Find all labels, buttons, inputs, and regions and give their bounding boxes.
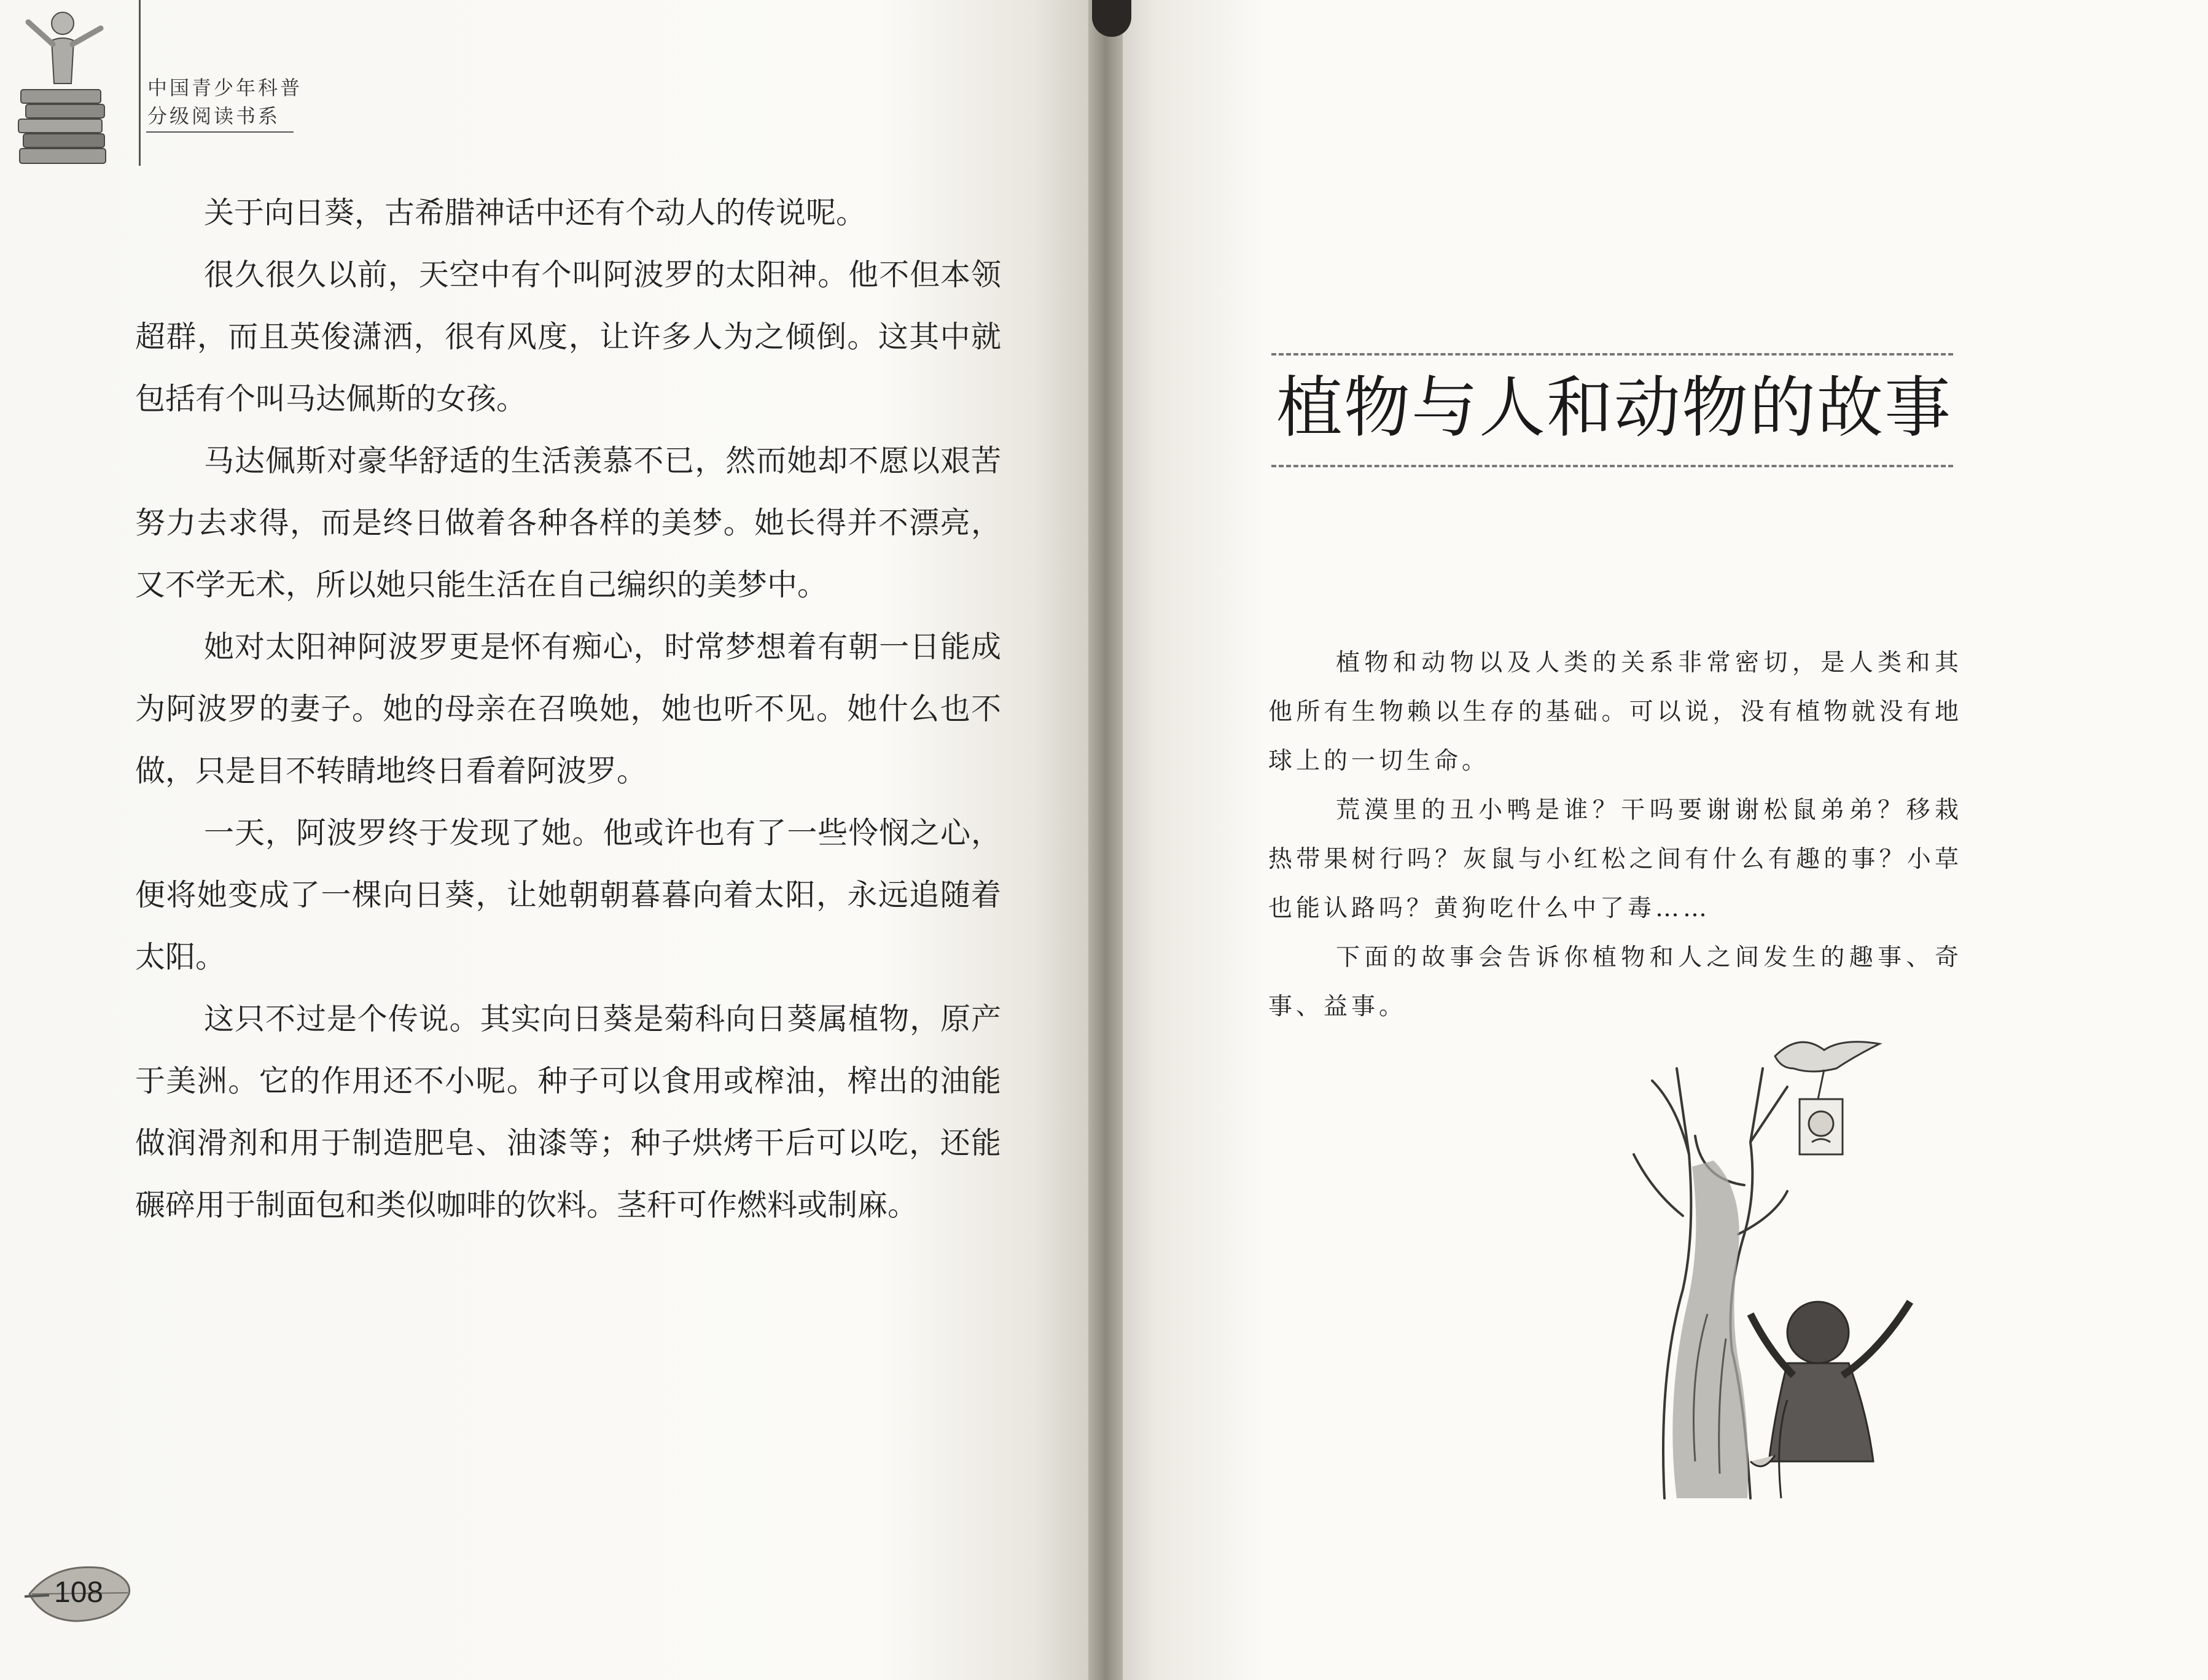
left-page-body bbox=[135, 182, 1001, 1236]
book-gutter bbox=[1088, 0, 1123, 1680]
paragraph: 一天，阿波罗终于发现了她。他或许也有了一些怜悯之心，便将她变成了一棵向日葵，让她朝朝暮暮向着太阳，永远追随着太阳。 bbox=[135, 815, 1001, 974]
paragraph: 马达佩斯对豪华舒适的生活羡慕不已，然而她却不愿以艰苦努力去求得，而是终日做着各种各样的美梦。她长得并不漂亮，又不学无术，所以她只能生活在自己编织的美梦中。 bbox=[135, 443, 1001, 602]
paragraph: 她对太阳神阿波罗更是怀有痴心，时常梦想着有朝一日能成为阿波罗的妻子。她的母亲在召唤她，她也听不见。她什么也不做，只是目不转睛地终日看着阿波罗。 bbox=[135, 629, 1001, 788]
series-divider bbox=[139, 0, 141, 166]
intro-paragraph: 下面的故事会告诉你植物和人之间发生的趣事、奇事、益事。 bbox=[1268, 944, 1962, 1021]
paragraph: 关于向日葵，古希腊神话中还有个动人的传说呢。 bbox=[204, 195, 867, 230]
series-underline bbox=[146, 131, 294, 133]
paragraph: 很久很久以前，天空中有个叫阿波罗的太阳神。他不但本领超群，而且英俊潇洒，很有风度，让许多人为之倾倒。这其中就包括有个叫马达佩斯的女孩。 bbox=[135, 257, 1001, 416]
intro-paragraph: 植物和动物以及人类的关系非常密切，是人类和其他所有生物赖以生存的基础。可以说，没有植物就没有地球上的一切生命。 bbox=[1268, 649, 1962, 775]
tree-girl-bird-illustration bbox=[1591, 1032, 1972, 1511]
chapter-intro bbox=[1268, 639, 1962, 1032]
books-stack-figure-icon bbox=[15, 4, 150, 169]
series-title bbox=[147, 74, 307, 130]
chapter-title: 植物与人和动物的故事 bbox=[1276, 370, 1952, 446]
intro-paragraph: 荒漠里的丑小鸭是谁？干吗要谢谢松鼠弟弟？移栽热带果树行吗？灰鼠与小红松之间有什么有趣的事？小草也能认路吗？黄狗吃什么中了毒…… bbox=[1268, 796, 1962, 922]
series-title-line2: 分级阅读书系 bbox=[147, 104, 281, 128]
paragraph: 这只不过是个传说。其实向日葵是菊科向日葵属植物，原产于美洲。它的作用还不小呢。种子可以食用或榨油，榨出的油能做润滑剂和用于制造肥皂、油漆等；种子烘烤干后可以吃，还能碾碎用于制面包和类似咖啡的饮料。茎秆可作燃料或制麻。 bbox=[135, 1001, 1001, 1223]
page-number: 108 bbox=[54, 1576, 104, 1609]
series-title-line1: 中国青少年科普 bbox=[147, 76, 303, 99]
